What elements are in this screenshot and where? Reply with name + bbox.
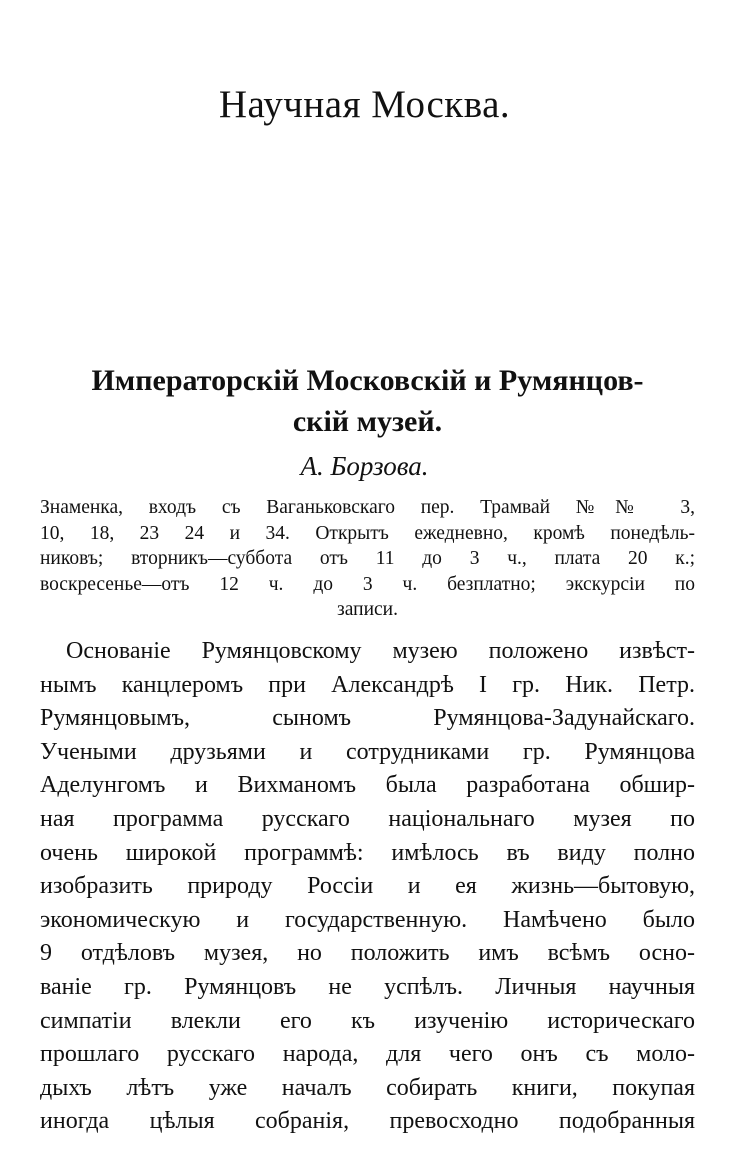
body-line: Основаніе Румянцовскому музею положено извѣст- — [66, 638, 695, 664]
info-line: воскресенье—отъ 12 ч. до 3 ч. безплатно; экскурсіи по — [40, 573, 695, 595]
body-line: иногда цѣлыя собранія, превосходно подобранныя — [40, 1108, 695, 1135]
article-title-line: скій музей. — [292, 405, 443, 438]
body-line: ваніе гр. Румянцовъ не успѣлъ. Личныя научныя — [40, 973, 695, 1000]
article-body — [40, 635, 695, 1139]
article-title-line: Императорскій Московскій и Румянцов- — [91, 364, 644, 397]
body-line: Румянцовымъ, сыномъ Румянцова-Задунайскаго. — [40, 705, 695, 732]
article-title — [40, 360, 695, 442]
info-line: никовъ; вторникъ—суббота отъ 11 до 3 ч., плата 20 к.; — [40, 548, 695, 569]
body-line: экономическую и государственную. Намѣчено было — [40, 906, 695, 933]
body-line: ная программа русскаго національнаго музея по — [40, 805, 695, 832]
author-name: А. Борзова. — [300, 451, 429, 481]
info-line: Знаменка, входъ съ Ваганьковскаго пер. Трамвай №№ 3, — [40, 497, 695, 518]
body-line: очень широкой программѣ: имѣлось въ виду полно — [40, 839, 695, 866]
body-line: Аделунгомъ и Вихманомъ была разработана обшир- — [40, 772, 695, 799]
body-line: симпатіи влекли его къ изученію историческаго — [40, 1007, 695, 1034]
section-title: Научная Москва. — [218, 83, 511, 126]
museum-info — [40, 495, 695, 623]
body-line: нымъ канцлеромъ при Александрѣ I гр. Ник. Петр. — [40, 671, 695, 698]
body-line: дыхъ лѣтъ уже началъ собирать книги, покупая — [40, 1074, 695, 1101]
body-line: 9 отдѣловъ музея, но положить имъ всѣмъ осно- — [40, 940, 695, 967]
info-line: записи. — [337, 599, 398, 620]
body-line: прошлаго русскаго народа, для чего онъ съ моло- — [40, 1041, 695, 1068]
body-line: Учеными друзьями и сотрудниками гр. Румянцова — [40, 738, 695, 765]
body-line: изобразить природу Россіи и ея жизнь—бытовую, — [40, 873, 695, 900]
info-line: 10, 18, 23 24 и 34. Открытъ ежедневно, кромѣ понедѣль- — [40, 522, 695, 544]
